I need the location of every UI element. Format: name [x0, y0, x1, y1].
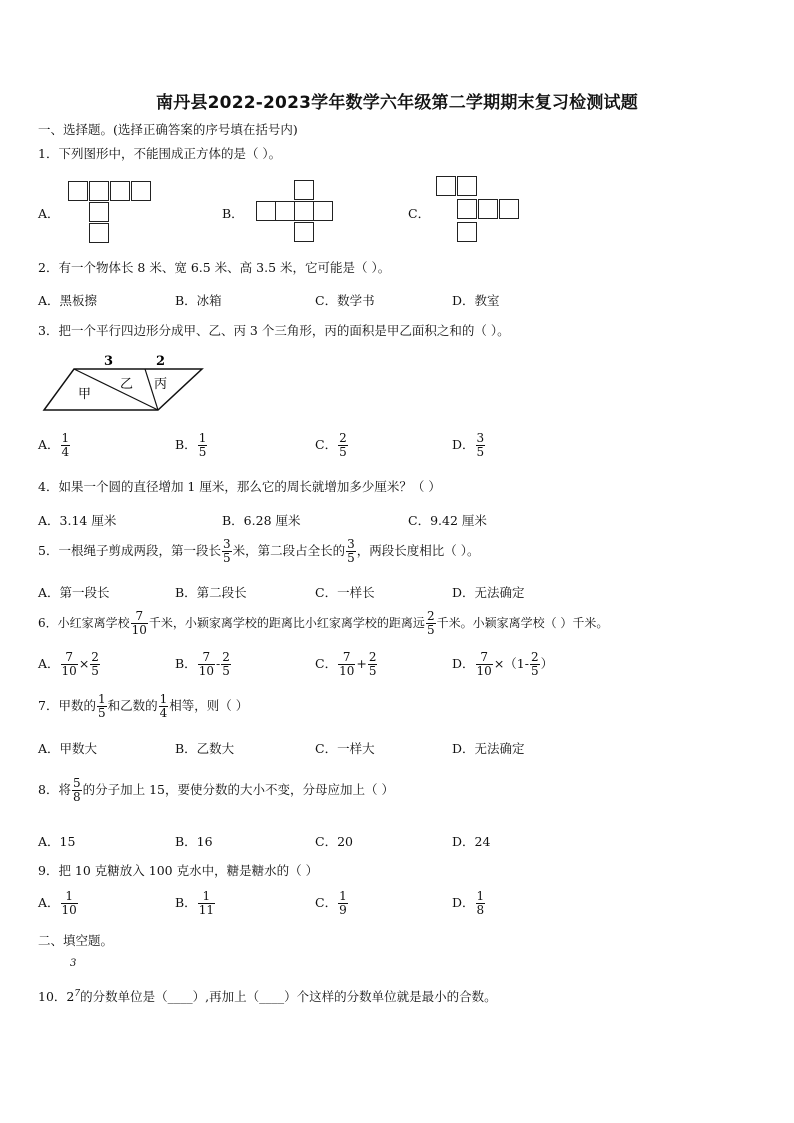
q2-option-c: C．数学书 [315, 293, 375, 308]
q3-option-c: C． $\frac{2}{5}$ [315, 431, 347, 459]
q7-option-d: D．无法确定 [452, 741, 525, 756]
q9-option-a: A． $\frac{1}{10}$ [38, 889, 77, 917]
q5-option-d: D．无法确定 [452, 585, 525, 600]
fig-top-label-3: 3 [104, 354, 114, 369]
q9-option-d: D． $\frac{1}{8}$ [452, 889, 485, 917]
question-2-text: 2．有一个物体长 8 米、宽 6.5 米、高 3.5 米，它可能是（ ）。 [38, 260, 391, 275]
q8-option-a: A．15 [38, 834, 76, 849]
q8-option-c: C．20 [315, 834, 353, 849]
q1-option-a-label: A． [38, 206, 60, 221]
q9-option-b: B． $\frac{1}{11}$ [175, 889, 214, 917]
question-7-text: 7．甲数的 $\frac{1}{5}$ 和乙数的 $\frac{1}{4}$ 相等，则（ ） [38, 692, 249, 720]
question-8-text: 8．将 $\frac{5}{8}$ 的分子加上 15，要使分数的大小不变，分母应加上（ ） [38, 776, 394, 804]
q10-sup-denominator: 7 [74, 989, 81, 999]
question-1-text: 1．下列图形中，不能围成正方体的是（ ）。 [38, 146, 282, 161]
q4-option-b: B．6.28 厘米 [222, 513, 301, 528]
question-6-text: 6．小红家离学校 $\frac{7}{10}$ 千米，小颖家离学校的距离比小红家离学校的距离远 $\frac{2}{5}$ 千米。小颖家离学校（ ）千米。 [38, 609, 609, 637]
q3-option-b: B． $\frac{1}{5}$ [175, 431, 207, 459]
q6-option-d: D． $\frac{7}{10}$ ×（1- $\frac{2}{5}$ ） [452, 650, 554, 678]
q5-option-c: C．一样长 [315, 585, 375, 600]
q5-option-a: A．第一段长 [38, 585, 110, 600]
fig-label-jia: 甲 [78, 387, 92, 402]
q8-option-d: D．24 [452, 834, 491, 849]
q4-option-c: C．9.42 厘米 [408, 513, 487, 528]
page-title: 南丹县2022-2023学年数学六年级第二学期期末复习检测试题 [156, 93, 638, 113]
question-4-text: 4．如果一个圆的直径增加 1 厘米，那么它的周长就增加多少厘米？（ ） [38, 479, 441, 494]
fig-top-label-2: 2 [156, 354, 166, 369]
q4-option-a: A．3.14 厘米 [38, 513, 117, 528]
section-fill-heading: 二、填空题。 [38, 933, 114, 948]
q6-option-b: B． $\frac{7}{10}$ - $\frac{2}{5}$ [175, 650, 230, 678]
fig-label-bing: 丙 [154, 377, 168, 392]
q1-option-c-label: C． [408, 206, 431, 221]
q2-option-b: B．冰箱 [175, 293, 222, 308]
q2-option-a: A．黑板擦 [38, 293, 98, 308]
q10-sup-numerator: 3 [70, 958, 77, 969]
parallelogram-figure [40, 352, 210, 414]
fig-label-yi: 乙 [120, 377, 134, 392]
question-10-text: 10．$2^7$的分数单位是（____）,再加上（____）个这样的分数单位就是最小的合数。 [38, 989, 497, 1005]
q2-option-d: D．教室 [452, 293, 500, 308]
question-5-text: 5．一根绳子剪成两段，第一段长 $\frac{3}{5}$ 米，第二段占全长的 $\frac{3}{5}$ ，两段长度相比（ ）。 [38, 537, 480, 565]
q7-option-b: B．乙数大 [175, 741, 235, 756]
q7-option-a: A．甲数大 [38, 741, 98, 756]
q9-option-c: C． $\frac{1}{9}$ [315, 889, 347, 917]
question-3-text: 3．把一个平行四边形分成甲、乙、丙 3 个三角形，丙的面积是甲乙面积之和的（ ）。 [38, 323, 510, 338]
q5-option-b: B．第二段长 [175, 585, 247, 600]
q8-option-b: B．16 [175, 834, 213, 849]
q1-option-b-label: B． [222, 206, 244, 221]
q6-option-c: C． $\frac{7}{10}$ + $\frac{2}{5}$ [315, 650, 377, 678]
section-choice-heading: 一、选择题。(选择正确答案的序号填在括号内) [38, 122, 298, 137]
question-9-text: 9．把 10 克糖放入 100 克水中，糖是糖水的（ ） [38, 863, 319, 878]
q3-option-d: D． $\frac{3}{5}$ [452, 431, 485, 459]
q7-option-c: C．一样大 [315, 741, 375, 756]
q3-option-a: A． $\frac{1}{4}$ [38, 431, 70, 459]
q6-option-a: A． $\frac{7}{10}$ × $\frac{2}{5}$ [38, 650, 99, 678]
q10-superscript-fraction [70, 958, 76, 969]
